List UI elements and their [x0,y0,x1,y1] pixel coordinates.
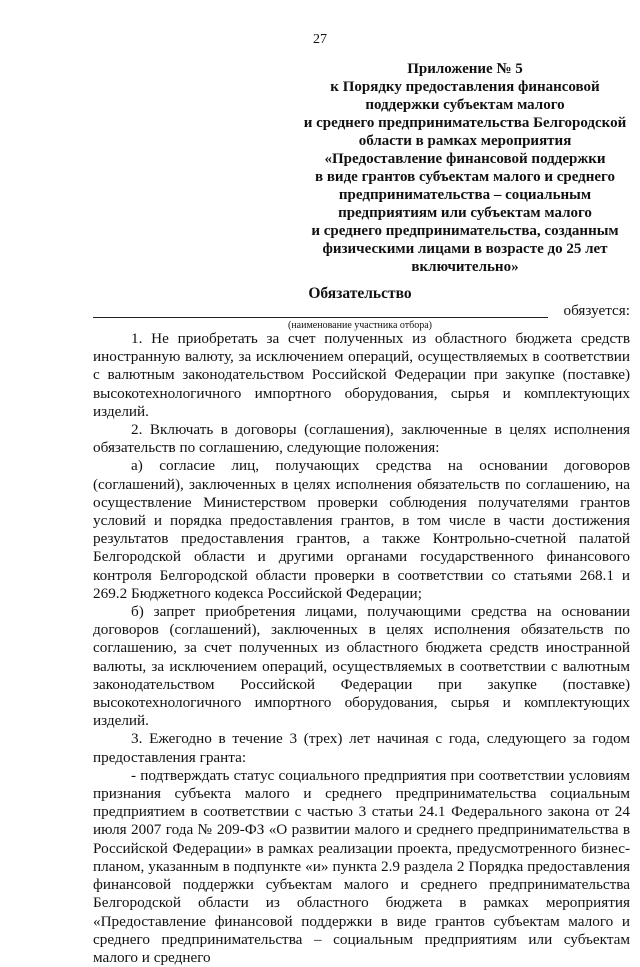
appendix-line: предпринимательства – социальным [338,187,592,203]
obligation-suffix: обязуется: [563,302,630,319]
page-number: 27 [313,32,327,47]
appendix-line: «Предоставление финансовой поддержки [324,151,606,167]
paragraph-2: 2. Включать в договоры (соглашения), заключенные в целях исполнения обязательств по соглашению, следующие положения: [93,421,630,457]
appendix-line: к Порядку предоставления финансовой [330,79,600,95]
appendix-line: предприятиям или субъектам малого [338,205,592,221]
appendix-line: области в рамках мероприятия [358,133,572,149]
appendix-line: в виде грантов субъектам малого и среднего [314,169,615,185]
appendix-header [300,60,630,276]
participant-caption: (наименование участника отбора) [288,320,432,331]
appendix-line: и среднего предпринимательства, созданным [311,223,619,239]
paragraph-1: 1. Не приобретать за счет полученных из областного бюджета средств иностранную валюту, за исключением операций, осуществляемых в соответствии с валютным законодательством Российской Федерации при закупке (поставке) высокотехнологичного импортного оборудования, сырья и комплектующих изделий. [93,330,630,420]
appendix-line: и среднего предпринимательства Белгородской [303,115,627,131]
appendix-line: Приложение № 5 [407,61,523,77]
appendix-line: поддержки субъектам малого [365,97,565,113]
document-title: Обязательство [308,285,412,302]
participant-fill-row [93,302,630,320]
paragraph-2a: а) согласие лиц, получающих средства на основании договоров (соглашений), заключенных в целях исполнения обязательств по соглашению, на осуществление Министерством проверки соблюдения получателями грантов условий и порядка предоставления грантов, в том числе в части достижения результатов предоставления грантов, а также Контрольно-счетной палатой Белгородской области и другими органами государственного финансового контроля Белгородской области проверки в соответствии со статьями 268.1 и 269.2 Бюджетного кодекса Российской Федерации; [93,457,630,602]
appendix-line: включительно» [411,259,519,275]
paragraph-3-item: - подтверждать статус социального предприятия при соответствии условиям признания субъекта малого и среднего предпринимательства социальным предприятием в соответствии с частью 3 статьи 24.1 Федерального закона от 24 июля 2007 года № 209-ФЗ «О развитии малого и среднего предпринимательства в Российской Федерации» в рамках реализации проекта, предусмотренного бизнес-планом, указанным в подпункте «и» пункта 2.9 раздела 2 Порядка предоставления финансовой поддержки субъектам малого и среднего предпринимательства Белгородской области из областного бюджета в рамках мероприятия «Предоставление финансовой поддержки в виде грантов субъектам малого и среднего предпринимательства – социальным предприятиям или субъектам малого и среднего [93,766,630,966]
appendix-line: физическими лицами в возрасте до 25 лет [322,241,608,257]
document-body [93,330,630,967]
paragraph-2b: б) запрет приобретения лицами, получающими средства на основании договоров (соглашений), заключенных в целях исполнения обязательств по соглашению, за счет полученных из областного бюджета средств иностранной валюты, за исключением операций, осуществляемых в соответствии с валютным законодательством Российской Федерации при закупке (поставке) высокотехнологичного импортного оборудования, сырья и комплектующих изделий. [93,603,630,730]
participant-name-blank [93,317,548,318]
paragraph-3: 3. Ежегодно в течение 3 (трех) лет начиная с года, следующего за годом предоставления гранта: [93,730,630,766]
